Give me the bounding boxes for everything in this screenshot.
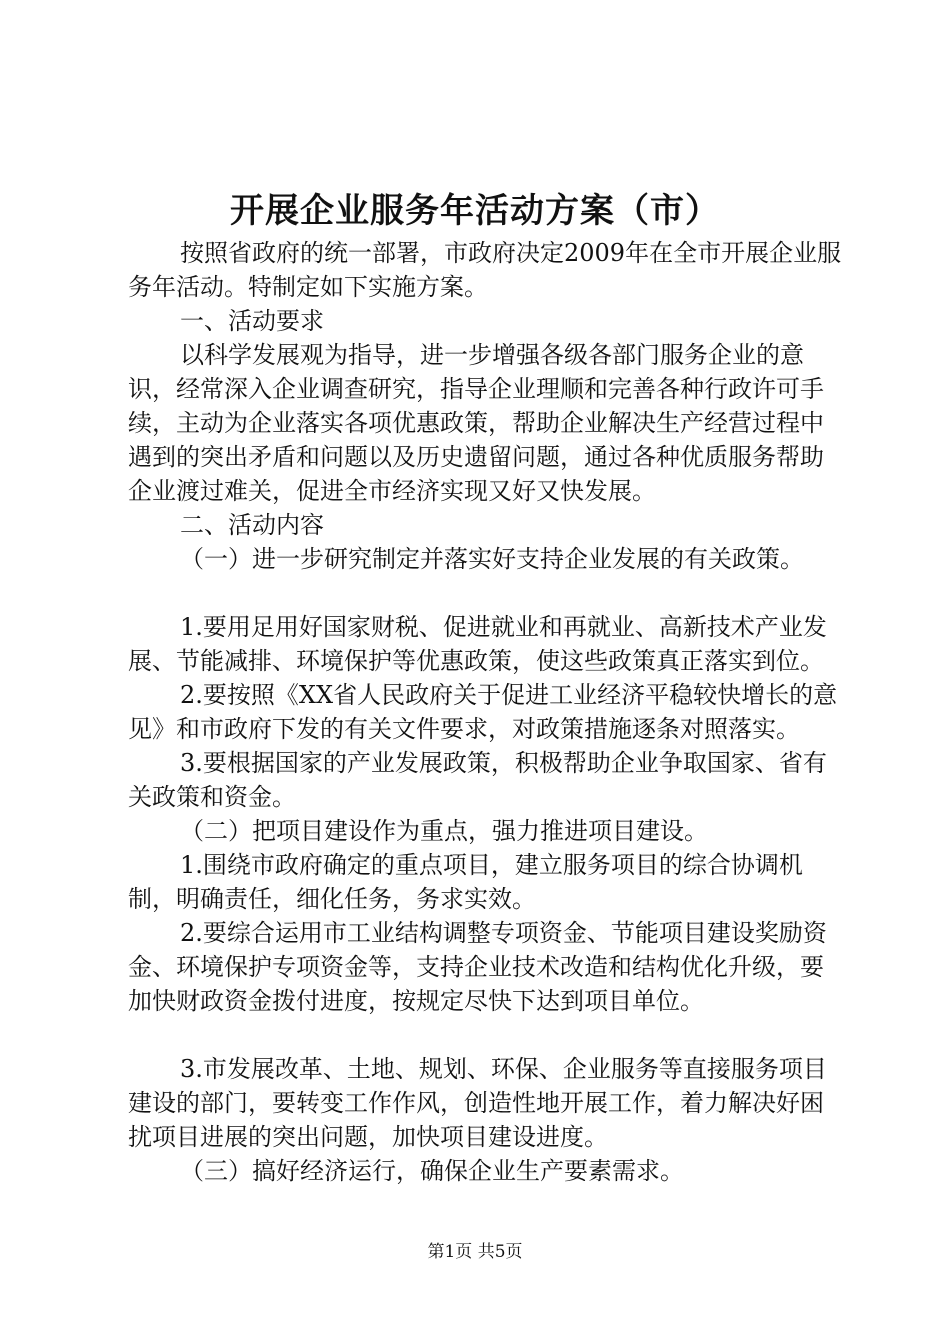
- heading-activity-requirements: 一、活动要求: [180, 307, 324, 335]
- paragraph-intro: 按照省政府的统一部署，市政府决定2009年在全市开展企业服务年活动。特制定如下实施方案。: [128, 239, 842, 301]
- paragraph-project-item-1: 1.围绕市政府确定的重点项目，建立服务项目的综合协调机制，明确责任，细化任务，务求实效。: [128, 851, 803, 913]
- paragraph-policy-item-2: 2.要按照《XX省人民政府关于促进工业经济平稳较快增长的意见》和市政府下发的有关文件要求，对政策措施逐条对照落实。: [128, 681, 838, 743]
- subheading-economic-operation: （三）搞好经济运行，确保企业生产要素需求。: [180, 1157, 684, 1185]
- subheading-policy: （一）进一步研究制定并落实好支持企业发展的有关政策。: [180, 545, 804, 573]
- paragraph-requirements: 以科学发展观为指导，进一步增强各级各部门服务企业的意识，经常深入企业调查研究，指导企业理顺和完善各种行政许可手续，主动为企业落实各项优惠政策，帮助企业解决生产经营过程中遇到的突出矛盾和问题以及历史遗留问题，通过各种优质服务帮助企业渡过难关，促进全市经济实现又好又快发展。: [128, 341, 824, 505]
- document-body: [128, 236, 846, 1188]
- subheading-projects: （二）把项目建设作为重点，强力推进项目建设。: [180, 817, 708, 845]
- page-number-footer: 第1页 共5页: [427, 1242, 523, 1262]
- paragraph-policy-item-1: 1.要用足用好国家财税、促进就业和再就业、高新技术产业发展、节能减排、环境保护等优惠政策，使这些政策真正落实到位。: [128, 613, 827, 675]
- paragraph-project-item-2: 2.要综合运用市工业结构调整专项资金、节能项目建设奖励资金、环境保护专项资金等，支持企业技术改造和结构优化升级，要加快财政资金拨付进度，按规定尽快下达到项目单位。: [128, 919, 827, 1015]
- paragraph-project-item-3: 3.市发展改革、土地、规划、环保、企业服务等直接服务项目建设的部门，要转变工作作风，创造性地开展工作，着力解决好困扰项目进展的突出问题，加快项目建设进度。: [128, 1055, 827, 1151]
- paragraph-policy-item-3: 3.要根据国家的产业发展政策，积极帮助企业争取国家、省有关政策和资金。: [128, 749, 827, 811]
- document-title: 开展企业服务年活动方案（市）: [230, 191, 720, 231]
- heading-activity-content: 二、活动内容: [180, 511, 324, 539]
